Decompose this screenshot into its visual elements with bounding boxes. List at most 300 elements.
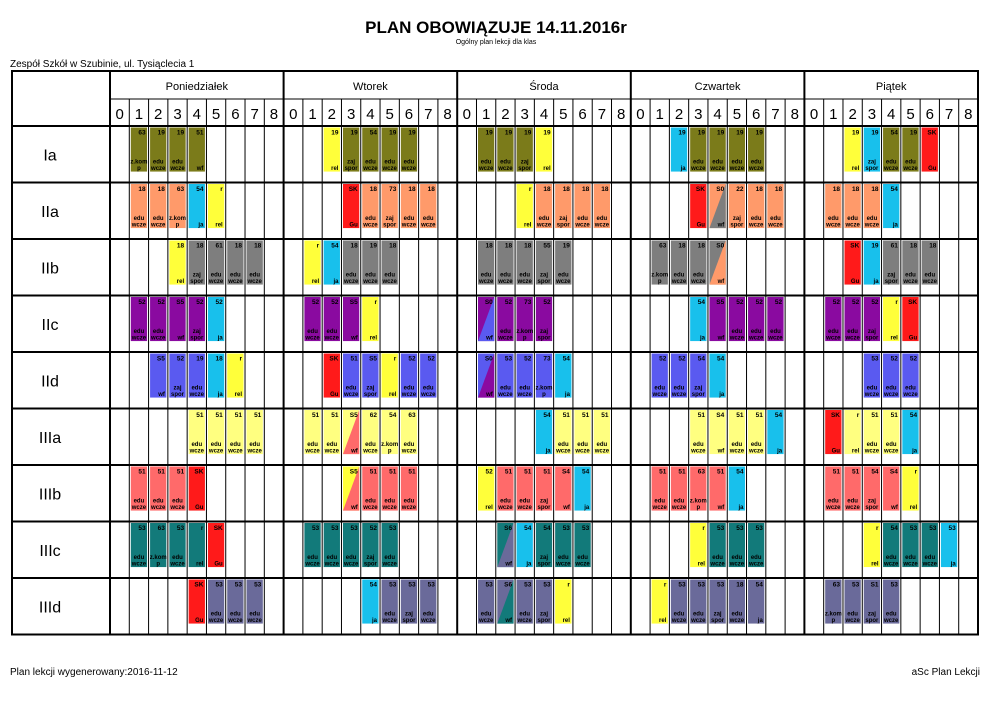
- lesson-subject: ja: [738, 505, 744, 512]
- lesson-subject: edu: [731, 555, 743, 562]
- lesson-room: 63: [659, 242, 667, 250]
- lesson-subject: wcze: [228, 618, 243, 625]
- lesson-subject: edu: [731, 442, 743, 449]
- period-header: 4: [539, 106, 549, 123]
- lesson-subject: z.kom: [535, 385, 553, 392]
- lesson-subject: wcze: [710, 166, 725, 173]
- lesson-subject: spor: [190, 279, 204, 286]
- lesson-subject: wcze: [305, 335, 320, 342]
- lesson-subject: p: [387, 448, 392, 455]
- lesson-subject: edu: [519, 611, 531, 618]
- lesson-room: 51: [832, 468, 840, 476]
- lesson-subject: zaj: [366, 555, 375, 562]
- lesson-room: 54: [890, 186, 898, 193]
- lesson-subject: edu: [905, 272, 916, 279]
- lesson-subject: rel: [851, 448, 860, 455]
- lesson-subject: spor: [537, 505, 551, 512]
- lesson-room: 52: [543, 299, 551, 306]
- lesson-subject: wcze: [363, 222, 378, 229]
- lesson-subject: z.kom: [824, 611, 842, 618]
- lesson-room: 52: [408, 355, 416, 363]
- lesson-subject: wcze: [151, 166, 166, 173]
- lesson-subject: edu: [770, 329, 781, 336]
- footer-generated: Plan lekcji wygenerowany:2016-11-12: [10, 667, 178, 678]
- lesson-room: 53: [562, 525, 570, 532]
- lesson-room: 18: [524, 242, 532, 250]
- lesson-room: 18: [215, 355, 223, 363]
- lesson-subject: Gu: [908, 335, 918, 342]
- lesson-room: 51: [678, 468, 686, 476]
- lesson-room: 53: [543, 581, 551, 589]
- lesson-subject: edu: [731, 159, 743, 166]
- lesson-subject: wcze: [151, 505, 166, 512]
- lesson-subject: wf: [505, 561, 513, 568]
- lesson-subject: edu: [692, 159, 704, 166]
- lesson-subject: wcze: [517, 279, 532, 286]
- lesson-subject: wcze: [729, 561, 745, 568]
- lesson-room: r: [239, 355, 243, 363]
- lesson-subject: edu: [557, 442, 569, 449]
- lesson-subject: wcze: [228, 279, 243, 286]
- lesson-room: 54: [196, 186, 204, 193]
- lesson-subject: wcze: [556, 561, 571, 568]
- lesson-subject: wcze: [170, 561, 185, 568]
- lesson-subject: edu: [249, 272, 261, 279]
- lesson-subject: zaj: [867, 498, 876, 505]
- lesson-room: 19: [157, 129, 165, 137]
- lesson-room: 51: [852, 468, 860, 476]
- lesson-room: 54: [697, 355, 705, 363]
- lesson-subject: rel: [388, 392, 397, 399]
- lesson-room: 53: [350, 525, 358, 532]
- lesson-room: 18: [196, 242, 204, 250]
- lesson-subject: zaj: [347, 159, 356, 166]
- lesson-subject: wf: [717, 335, 725, 342]
- lesson-subject: edu: [133, 498, 145, 505]
- footer-software: aSc Plan Lekcji: [911, 667, 980, 678]
- lesson-subject: wf: [351, 505, 358, 512]
- lesson-subject: rel: [890, 335, 898, 342]
- lesson-subject: spor: [171, 392, 185, 399]
- lesson-subject: edu: [191, 442, 203, 449]
- lesson-room: S4: [716, 412, 725, 419]
- lesson-subject: edu: [133, 555, 145, 562]
- lesson-subject: ja: [757, 618, 763, 625]
- lesson-subject: edu: [654, 385, 666, 392]
- lesson-room: 53: [176, 525, 185, 532]
- lesson-subject: zaj: [192, 329, 201, 336]
- lesson-subject: wcze: [382, 618, 397, 625]
- period-header: 7: [771, 106, 780, 123]
- lesson-room: S4: [889, 468, 898, 476]
- lesson-room: SK: [695, 186, 705, 193]
- lesson-subject: edu: [133, 329, 145, 336]
- lesson-subject: wf: [717, 222, 725, 229]
- day-header: Środa: [529, 81, 559, 93]
- lesson-subject: ja: [699, 335, 705, 342]
- lesson-subject: edu: [480, 272, 492, 279]
- lesson-subject: spor: [402, 618, 416, 625]
- lesson-subject: zaj: [887, 272, 896, 279]
- lesson-room: 18: [485, 242, 493, 250]
- period-header: 6: [752, 106, 761, 123]
- lesson-room: 18: [389, 242, 397, 250]
- lesson-room: 54: [717, 355, 725, 363]
- lesson-subject: edu: [596, 216, 608, 223]
- period-header: 7: [944, 106, 954, 123]
- lesson-subject: rel: [215, 222, 223, 229]
- lesson-subject: edu: [827, 498, 839, 505]
- lesson-subject: wcze: [401, 392, 417, 399]
- lesson-room: 52: [890, 355, 898, 363]
- lesson-room: 54: [581, 468, 590, 476]
- lesson-subject: wcze: [903, 279, 918, 286]
- lesson-subject: rel: [196, 561, 204, 568]
- lesson-room: 53: [254, 581, 262, 589]
- lesson-room: 19: [369, 242, 378, 250]
- lesson-room: 51: [176, 468, 185, 476]
- lesson-room: 18: [697, 242, 705, 250]
- lesson-subject: wcze: [749, 561, 764, 568]
- lesson-subject: edu: [384, 272, 396, 279]
- lesson-room: 18: [369, 186, 378, 193]
- lesson-subject: edu: [885, 555, 897, 562]
- lesson-room: r: [702, 525, 705, 532]
- lesson-subject: wcze: [498, 392, 513, 399]
- lesson-subject: edu: [692, 611, 704, 618]
- lesson-subject: wcze: [382, 166, 397, 173]
- lesson-subject: spor: [344, 166, 358, 173]
- lesson-subject: ja: [217, 335, 223, 342]
- lesson-room: 19: [543, 129, 551, 137]
- lesson-subject: wcze: [594, 448, 610, 455]
- lesson-subject: edu: [654, 498, 666, 505]
- lesson-room: 53: [504, 355, 513, 363]
- lesson-subject: wcze: [363, 279, 378, 286]
- lesson-room: 54: [524, 525, 532, 532]
- lesson-subject: rel: [909, 505, 918, 512]
- lesson-subject: zaj: [867, 329, 876, 336]
- lesson-room: 54: [909, 412, 918, 419]
- lesson-subject: ja: [892, 222, 898, 229]
- lesson-subject: wcze: [864, 448, 880, 455]
- lesson-subject: wcze: [343, 561, 359, 568]
- lesson-room: 53: [717, 525, 725, 532]
- lesson-subject: wcze: [884, 618, 899, 625]
- lesson-room: 54: [369, 129, 378, 137]
- lesson-subject: Gu: [349, 222, 358, 229]
- lesson-room: 18: [755, 186, 763, 193]
- lesson-subject: wcze: [884, 166, 899, 173]
- lesson-subject: spor: [383, 222, 397, 229]
- lesson-subject: edu: [847, 329, 858, 336]
- lesson-subject: p: [175, 222, 180, 229]
- lesson-subject: wcze: [691, 448, 706, 455]
- period-header: 4: [192, 106, 201, 123]
- lesson-subject: zaj: [867, 611, 876, 618]
- lesson-subject: edu: [307, 555, 318, 562]
- lesson-subject: wcze: [189, 448, 204, 455]
- lesson-subject: p: [657, 279, 662, 286]
- lesson-room: 52: [659, 355, 667, 363]
- lesson-subject: edu: [210, 611, 222, 618]
- lesson-room: 51: [659, 468, 667, 476]
- lesson-subject: zaj: [404, 611, 413, 618]
- lesson-subject: edu: [750, 442, 762, 449]
- lesson-subject: wf: [351, 335, 358, 342]
- lesson-subject: wcze: [691, 166, 706, 173]
- lesson-subject: edu: [692, 442, 704, 449]
- lesson-room: SK: [850, 242, 860, 250]
- lesson-subject: wcze: [594, 222, 610, 229]
- lesson-subject: edu: [365, 442, 376, 449]
- lesson-room: 18: [832, 186, 840, 193]
- lesson-subject: wcze: [131, 335, 147, 342]
- lesson-room: 53: [311, 525, 320, 532]
- lesson-subject: p: [831, 618, 836, 625]
- lesson-subject: edu: [403, 385, 415, 392]
- period-header: 1: [481, 106, 491, 123]
- lesson-room: 54: [543, 412, 551, 419]
- lesson-subject: wcze: [324, 448, 339, 455]
- lesson-subject: wcze: [768, 335, 783, 342]
- lesson-subject: edu: [384, 555, 396, 562]
- lesson-room: 54: [562, 355, 570, 363]
- lesson-subject: edu: [365, 498, 376, 505]
- lesson-subject: edu: [249, 611, 261, 618]
- lesson-subject: edu: [365, 272, 376, 279]
- lesson-room: 19: [678, 129, 686, 137]
- lesson-subject: wcze: [363, 505, 378, 512]
- lesson-subject: wcze: [498, 279, 513, 286]
- lesson-room: 51: [350, 355, 358, 363]
- lesson-room: S6: [504, 581, 513, 589]
- lesson-room: 51: [736, 412, 744, 419]
- lesson-subject: wcze: [170, 166, 185, 173]
- lesson-subject: wcze: [652, 505, 667, 512]
- lesson-room: 51: [215, 412, 223, 419]
- lesson-subject: edu: [422, 216, 434, 223]
- lesson-subject: edu: [577, 442, 588, 449]
- class-label: IIIc: [39, 542, 61, 560]
- lesson-room: 18: [774, 186, 783, 193]
- lesson-room: SK: [908, 299, 918, 306]
- lesson-subject: rel: [485, 505, 493, 512]
- lesson-room: 53: [697, 581, 705, 589]
- lesson-room: S1: [870, 581, 879, 589]
- lesson-subject: rel: [871, 561, 879, 568]
- lesson-subject: edu: [480, 611, 492, 618]
- lesson-room: 52: [755, 299, 763, 306]
- lesson-subject: edu: [230, 611, 241, 618]
- lesson-room: 55: [543, 242, 551, 250]
- lesson-subject: wf: [486, 392, 493, 399]
- lesson-room: 51: [389, 468, 397, 476]
- lesson-subject: wcze: [749, 335, 764, 342]
- lesson-subject: edu: [403, 498, 415, 505]
- lesson-subject: edu: [924, 272, 936, 279]
- lesson-subject: spor: [363, 392, 377, 399]
- lesson-room: r: [220, 186, 223, 193]
- lesson-room: 18: [601, 186, 609, 193]
- period-header: 6: [578, 106, 587, 123]
- lesson-subject: wcze: [247, 279, 262, 286]
- period-header: 5: [385, 106, 394, 123]
- lesson-subject: wcze: [363, 166, 378, 173]
- lesson-subject: wcze: [575, 222, 590, 229]
- lesson-room: SK: [830, 412, 840, 419]
- lesson-room: 18: [852, 186, 860, 193]
- lesson-subject: edu: [731, 329, 743, 336]
- period-header: 3: [346, 106, 356, 123]
- lesson-room: 53: [389, 525, 397, 532]
- lesson-subject: edu: [480, 159, 492, 166]
- lesson-room: 18: [254, 242, 262, 250]
- lesson-subject: spor: [518, 166, 532, 173]
- lesson-room: r: [316, 242, 320, 250]
- lesson-subject: zaj: [539, 272, 549, 279]
- lesson-subject: edu: [384, 611, 396, 618]
- lesson-subject: edu: [905, 555, 916, 562]
- lesson-layer: [131, 128, 957, 624]
- lesson-room: 52: [485, 468, 493, 476]
- lesson-subject: Gu: [195, 618, 204, 625]
- lesson-subject: wcze: [826, 222, 841, 229]
- class-label: IIb: [41, 260, 59, 278]
- lesson-room: 53: [138, 525, 146, 532]
- lesson-subject: wcze: [131, 561, 147, 568]
- lesson-room: 52: [736, 299, 744, 306]
- lesson-room: 53: [408, 581, 416, 589]
- lesson-subject: wcze: [710, 561, 725, 568]
- lesson-room: 53: [389, 581, 397, 589]
- lesson-subject: wcze: [517, 618, 532, 625]
- lesson-room: S5: [176, 299, 185, 306]
- lesson-subject: edu: [403, 159, 415, 166]
- period-header: 6: [231, 106, 240, 123]
- period-header: 0: [289, 106, 298, 123]
- lesson-room: 19: [196, 355, 204, 363]
- lesson-subject: Gu: [696, 222, 705, 229]
- lesson-room: 19: [871, 129, 879, 137]
- period-header: 7: [597, 106, 607, 123]
- lesson-room: 51: [408, 468, 416, 476]
- lesson-subject: wcze: [517, 392, 532, 399]
- lesson-subject: wf: [505, 618, 513, 625]
- lesson-room: r: [528, 186, 532, 193]
- lesson-subject: zaj: [539, 498, 549, 505]
- lesson-subject: edu: [365, 159, 376, 166]
- lesson-room: 19: [871, 242, 879, 250]
- lesson-subject: spor: [691, 392, 705, 399]
- period-header: 4: [713, 106, 722, 123]
- lesson-subject: edu: [519, 272, 531, 279]
- lesson-room: 19: [504, 129, 513, 137]
- lesson-room: 53: [234, 581, 243, 589]
- lesson-room: r: [856, 412, 860, 419]
- lesson-room: 53: [852, 581, 860, 589]
- lesson-room: 19: [852, 129, 860, 137]
- lesson-subject: spor: [537, 279, 551, 286]
- lesson-subject: Gu: [831, 448, 840, 455]
- lesson-subject: edu: [210, 272, 222, 279]
- lesson-room: 51: [234, 412, 243, 419]
- lesson-room: 54: [755, 581, 763, 589]
- lesson-room: 53: [755, 525, 763, 532]
- period-header: 8: [964, 106, 973, 123]
- lesson-room: 19: [389, 129, 397, 137]
- period-header: 5: [559, 106, 568, 123]
- lesson-room: 52: [832, 299, 840, 306]
- lesson-room: 53: [678, 581, 686, 589]
- lesson-subject: wf: [351, 448, 358, 455]
- lesson-room: 19: [755, 129, 763, 137]
- lesson-subject: edu: [924, 555, 936, 562]
- lesson-room: 53: [485, 581, 493, 589]
- lesson-subject: ja: [372, 618, 378, 625]
- lesson-subject: edu: [866, 216, 878, 223]
- lesson-room: 53: [929, 525, 937, 532]
- period-header: 3: [173, 106, 182, 123]
- lesson-subject: edu: [403, 442, 415, 449]
- lesson-room: 19: [331, 129, 339, 137]
- lesson-subject: wcze: [884, 561, 899, 568]
- lesson-subject: edu: [172, 498, 183, 505]
- lesson-subject: ja: [564, 392, 570, 399]
- lesson-subject: z.kom: [149, 555, 167, 562]
- lesson-subject: wcze: [189, 392, 204, 399]
- lesson-subject: spor: [865, 335, 879, 342]
- lesson-subject: zaj: [192, 272, 201, 279]
- lesson-room: 53: [909, 525, 918, 532]
- lesson-room: 52: [427, 355, 435, 363]
- lesson-subject: wcze: [864, 222, 880, 229]
- lesson-subject: edu: [712, 555, 723, 562]
- lesson-room: 19: [485, 129, 493, 137]
- lesson-subject: wcze: [671, 392, 687, 399]
- lesson-subject: wcze: [575, 448, 590, 455]
- lesson-subject: edu: [172, 159, 183, 166]
- lesson-room: 51: [890, 412, 898, 419]
- lesson-room: 54: [543, 525, 551, 532]
- lesson-room: 52: [176, 355, 185, 363]
- lesson-subject: spor: [537, 335, 551, 342]
- lesson-subject: ja: [719, 392, 725, 399]
- lesson-room: 52: [852, 299, 860, 306]
- lesson-subject: p: [156, 561, 161, 568]
- lesson-room: 51: [157, 468, 165, 476]
- lesson-subject: zaj: [520, 159, 529, 166]
- lesson-room: 19: [909, 129, 918, 137]
- period-header: 1: [134, 106, 144, 123]
- lesson-subject: wcze: [536, 222, 552, 229]
- period-header: 6: [925, 106, 934, 123]
- lesson-subject: zaj: [867, 159, 876, 166]
- lesson-subject: ja: [545, 448, 551, 455]
- lesson-subject: wcze: [671, 505, 687, 512]
- lesson-subject: spor: [537, 618, 551, 625]
- lesson-room: 52: [504, 299, 513, 306]
- lesson-room: 54: [774, 412, 783, 419]
- lesson-subject: rel: [524, 222, 532, 229]
- class-label: IId: [41, 373, 59, 391]
- lesson-room: 63: [138, 129, 146, 137]
- lesson-subject: spor: [711, 618, 725, 625]
- lesson-subject: edu: [519, 498, 531, 505]
- lesson-subject: edu: [885, 611, 897, 618]
- lesson-subject: wcze: [845, 505, 860, 512]
- lesson-subject: edu: [885, 159, 897, 166]
